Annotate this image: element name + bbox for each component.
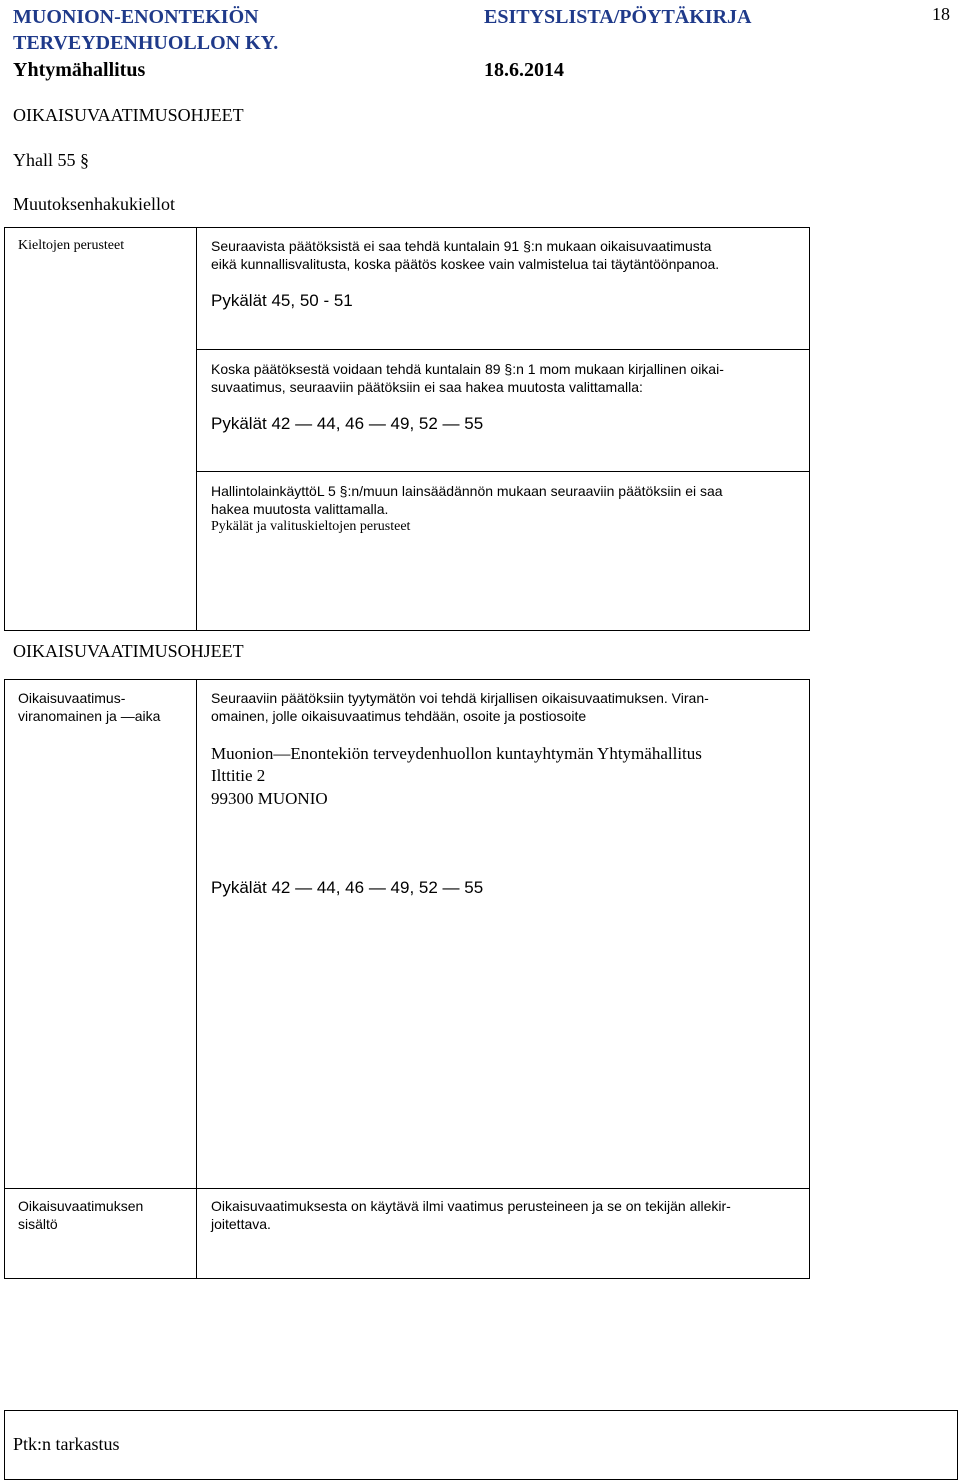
org-name-line1: MUONION-ENONTEKIÖN: [13, 6, 259, 28]
address-line1: Muonion—Enontekiön terveydenhuollon kuntayhtymän Yhtymähallitus: [211, 744, 702, 763]
page-number: 18: [932, 4, 950, 24]
section-title-2: OIKAISUVAATIMUSOHJEET: [13, 641, 244, 661]
para3-sections: Pykälät ja valituskieltojen perusteet: [211, 519, 411, 534]
authority-label-line2: viranomainen ja —aika: [18, 708, 161, 724]
paragraph-reference: Yhall 55 §: [13, 150, 89, 170]
para1-line2: eikä kunnallisvalitusta, koska päätös koskee vain valmistelua tai täytäntöönpanoa.: [211, 256, 720, 272]
minutes-check-label: Ptk:n tarkastus: [13, 1434, 120, 1454]
content-text-line1: Oikaisuvaatimuksesta on käytävä ilmi vaatimus perusteineen ja se on tekijän allekir-: [211, 1198, 731, 1214]
para2-sections: Pykälät 42 — 44, 46 — 49, 52 — 55: [211, 414, 484, 433]
minutes-check-box: [4, 1410, 958, 1480]
authority-text-line2: omainen, jolle oikaisuvaatimus tehdään, osoite ja postiosoite: [211, 708, 587, 724]
address-line3: 99300 MUONIO: [211, 789, 328, 808]
authority-text-line1: Seuraaviin päätöksiin tyytymätön voi tehdä kirjallisen oikaisuvaatimuksen. Viran-: [211, 690, 709, 706]
content-text-line2: joitettava.: [211, 1216, 271, 1232]
address-line2: Ilttitie 2: [211, 766, 266, 785]
content-label-line2: sisältö: [18, 1216, 58, 1232]
para1-sections: Pykälät 45, 50 - 51: [211, 291, 353, 310]
section-title: OIKAISUVAATIMUSOHJEET: [13, 105, 244, 125]
para1-line1: Seuraavista päätöksistä ei saa tehdä kuntalain 91 §:n mukaan oikaisuvaatimusta: [211, 238, 712, 254]
content-label-line1: Oikaisuvaatimuksen: [18, 1198, 144, 1214]
para2-line2: suvaatimus, seuraaviin päätöksiin ei saa hakea muutosta valittamalla:: [211, 379, 643, 395]
para3-line2: hakea muutosta valittamalla.: [211, 501, 389, 517]
authority-label-line1: Oikaisuvaatimus-: [18, 690, 126, 706]
document-type: ESITYSLISTA/PÖYTÄKIRJA: [484, 6, 752, 28]
para2-line1: Koska päätöksestä voidaan tehdä kuntalain 89 §:n 1 mom mukaan kirjallinen oikai-: [211, 361, 724, 377]
grounds-label: Kieltojen perusteet: [18, 238, 125, 253]
org-name-line2: TERVEYDENHUOLLON KY.: [13, 32, 279, 54]
para3-line1: HallintolainkäyttöL 5 §:n/muun lainsäädännön mukaan seuraaviin päätöksiin ei saa: [211, 483, 723, 499]
section-subtitle: Muutoksenhakukiellot: [13, 194, 175, 214]
body-name: Yhtymähallitus: [13, 59, 146, 81]
meeting-date: 18.6.2014: [484, 59, 564, 81]
appeal-sections: Pykälät 42 — 44, 46 — 49, 52 — 55: [211, 878, 484, 897]
